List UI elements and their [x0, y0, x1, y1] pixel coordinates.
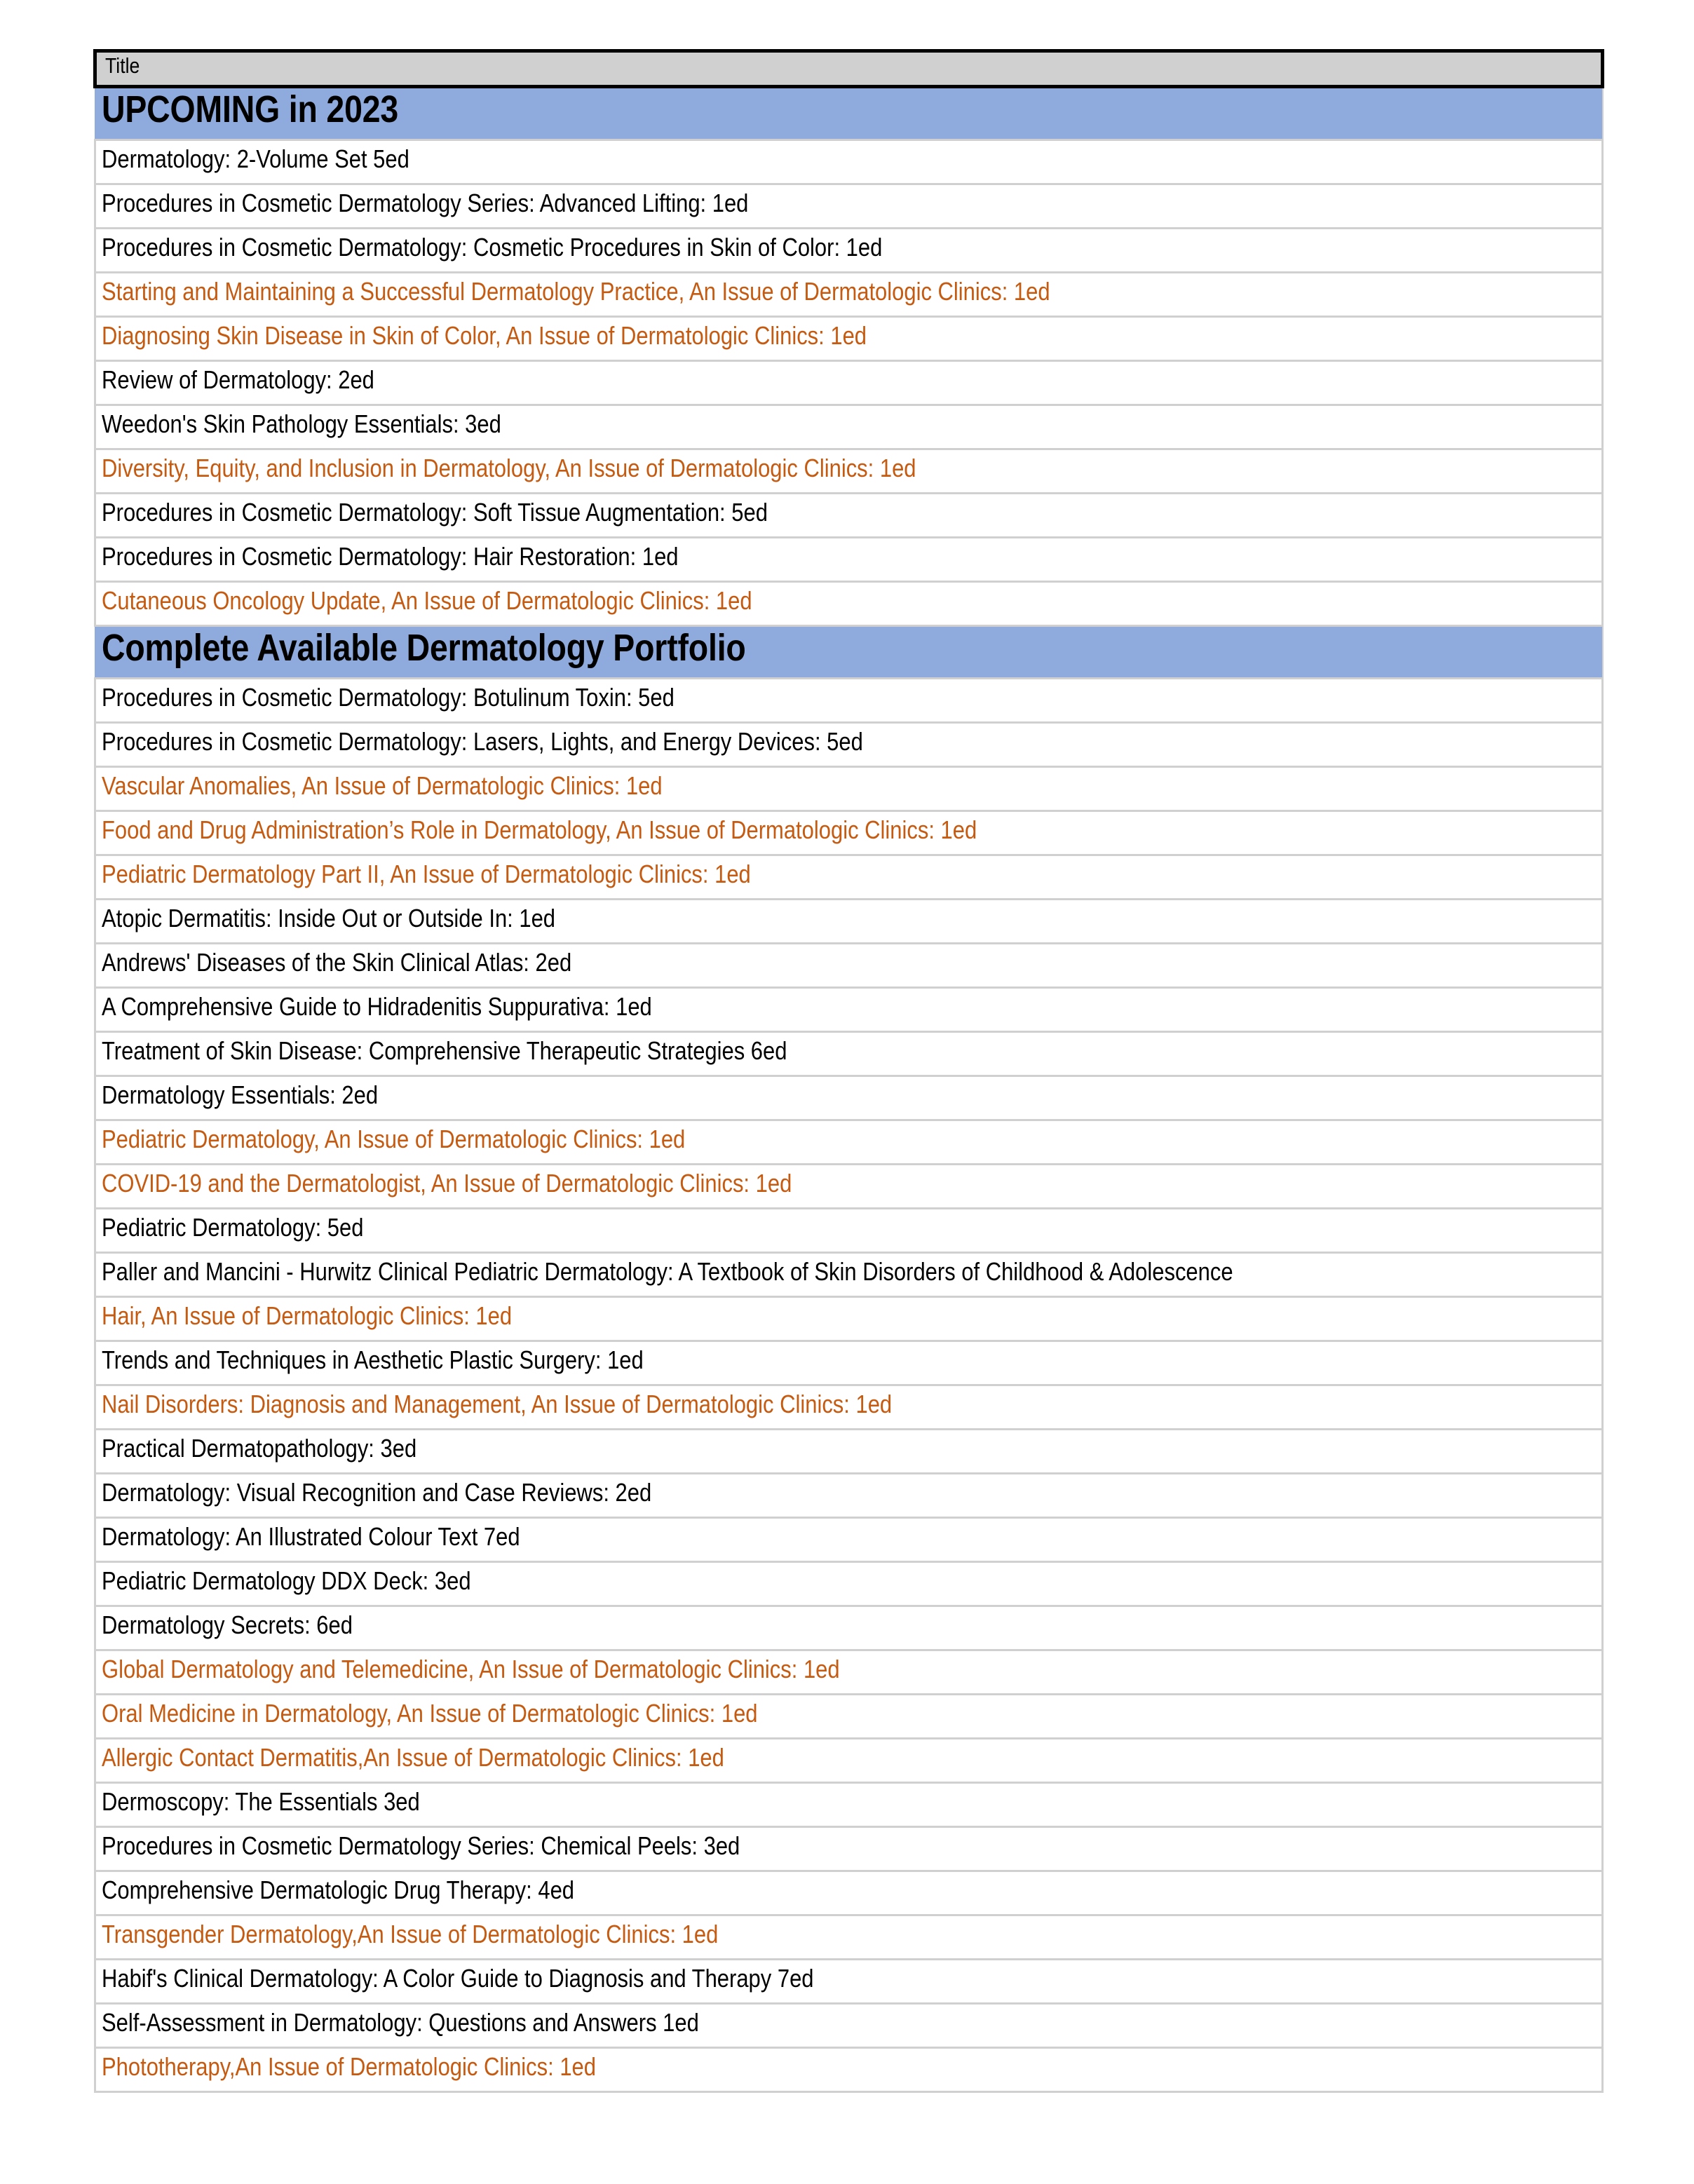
book-title-cell[interactable] — [95, 405, 1603, 449]
book-title-cell[interactable] — [95, 944, 1603, 988]
table-row[interactable] — [95, 1474, 1603, 1518]
table-row[interactable] — [95, 988, 1603, 1032]
book-title-cell[interactable] — [95, 273, 1603, 317]
book-title-cell[interactable] — [95, 140, 1603, 184]
book-title-cell[interactable] — [95, 1474, 1603, 1518]
section-header-label — [95, 87, 1603, 140]
book-title-cell[interactable] — [95, 1253, 1603, 1297]
section-header-row — [95, 626, 1603, 679]
dermatology-portfolio-table — [93, 49, 1604, 2093]
table-row[interactable] — [95, 405, 1603, 449]
book-title-cell[interactable] — [95, 679, 1603, 723]
book-title-cell[interactable] — [95, 1650, 1603, 1695]
book-title-cell[interactable] — [95, 1518, 1603, 1562]
book-title-text: Starting and Maintaining a Successful Dermatology Practice, An Issue of Dermatologic Clinics: 1ed — [102, 276, 1050, 306]
book-title-text: Phototherapy,An Issue of Dermatologic Clinics: 1ed — [102, 2051, 596, 2081]
book-title-text: Dermatology: 2-Volume Set 5ed — [102, 144, 409, 173]
table-row[interactable] — [95, 538, 1603, 582]
book-title-text: Nail Disorders: Diagnosis and Management, An Issue of Dermatologic Clinics: 1ed — [102, 1389, 893, 1418]
book-title-cell[interactable] — [95, 1871, 1603, 1915]
book-title-text: Vascular Anomalies, An Issue of Dermatologic Clinics: 1ed — [102, 771, 663, 800]
book-title-cell[interactable] — [95, 723, 1603, 767]
table-row[interactable] — [95, 1297, 1603, 1341]
table-body — [95, 87, 1603, 2092]
book-title-cell[interactable] — [95, 1783, 1603, 1827]
book-title-text: Procedures in Cosmetic Dermatology: Soft Tissue Augmentation: 5ed — [102, 497, 768, 527]
book-title-cell[interactable] — [95, 184, 1603, 229]
table-row[interactable] — [95, 1739, 1603, 1783]
book-title-cell[interactable] — [95, 900, 1603, 944]
book-title-text: Global Dermatology and Telemedicine, An Issue of Dermatologic Clinics: 1ed — [102, 1654, 840, 1683]
table-row[interactable] — [95, 723, 1603, 767]
book-title-text: A Comprehensive Guide to Hidradenitis Suppurativa: 1ed — [102, 991, 652, 1021]
table-row[interactable] — [95, 229, 1603, 273]
book-title-text: Procedures in Cosmetic Dermatology Series: Advanced Lifting: 1ed — [102, 188, 749, 217]
table-row[interactable] — [95, 1650, 1603, 1695]
table-row[interactable] — [95, 944, 1603, 988]
book-title-cell[interactable] — [95, 1827, 1603, 1871]
book-title-text: Weedon's Skin Pathology Essentials: 3ed — [102, 409, 501, 438]
book-title-cell[interactable] — [95, 1032, 1603, 1076]
book-title-text: Procedures in Cosmetic Dermatology: Botulinum Toxin: 5ed — [102, 682, 675, 712]
book-title-text: COVID-19 and the Dermatologist, An Issue of Dermatologic Clinics: 1ed — [102, 1168, 792, 1198]
table-row[interactable] — [95, 1783, 1603, 1827]
book-title-text: Paller and Mancini - Hurwitz Clinical Pediatric Dermatology: A Textbook of Skin Disorders of Childhood & Adolescence — [102, 1256, 1233, 1286]
table-row[interactable] — [95, 1209, 1603, 1253]
book-title-text: Self-Assessment in Dermatology: Questions and Answers 1ed — [102, 2007, 699, 2037]
book-title-text: Andrews' Diseases of the Skin Clinical Atlas: 2ed — [102, 947, 572, 977]
book-title-text: Diversity, Equity, and Inclusion in Dermatology, An Issue of Dermatologic Clinics: 1ed — [102, 453, 916, 482]
book-title-text: Pediatric Dermatology DDX Deck: 3ed — [102, 1566, 471, 1595]
book-title-cell[interactable] — [95, 1341, 1603, 1385]
table-row[interactable] — [95, 1120, 1603, 1165]
book-title-text: Treatment of Skin Disease: Comprehensive Therapeutic Strategies 6ed — [102, 1036, 787, 1065]
book-title-text: Procedures in Cosmetic Dermatology: Cosmetic Procedures in Skin of Color: 1ed — [102, 232, 883, 262]
table-row[interactable] — [95, 1032, 1603, 1076]
book-title-cell[interactable] — [95, 1562, 1603, 1606]
table-row[interactable] — [95, 582, 1603, 626]
table-row[interactable] — [95, 900, 1603, 944]
book-title-cell[interactable] — [95, 494, 1603, 538]
book-title-cell[interactable] — [95, 1076, 1603, 1120]
book-title-cell[interactable] — [95, 1120, 1603, 1165]
book-title-text: Habif's Clinical Dermatology: A Color Guide to Diagnosis and Therapy 7ed — [102, 1963, 814, 1993]
book-title-text: Review of Dermatology: 2ed — [102, 365, 374, 394]
book-title-cell[interactable] — [95, 317, 1603, 361]
table-row[interactable] — [95, 494, 1603, 538]
table-row[interactable] — [95, 1165, 1603, 1209]
book-title-cell[interactable] — [95, 855, 1603, 900]
section-header-text: UPCOMING in 2023 — [101, 88, 398, 130]
book-title-cell[interactable] — [95, 538, 1603, 582]
table-row[interactable] — [95, 1827, 1603, 1871]
book-title-text: Practical Dermatopathology: 3ed — [102, 1433, 417, 1463]
book-title-cell[interactable] — [95, 2004, 1603, 2048]
book-title-text: Pediatric Dermatology: 5ed — [102, 1212, 364, 1242]
book-title-text: Food and Drug Administration’s Role in Dermatology, An Issue of Dermatologic Clinics: 1ed — [102, 815, 977, 844]
book-title-cell[interactable] — [95, 2048, 1603, 2092]
book-title-text: Dermatology Essentials: 2ed — [102, 1080, 379, 1109]
table-row[interactable] — [95, 449, 1603, 494]
table-row[interactable] — [95, 1960, 1603, 2004]
table-row[interactable] — [95, 1915, 1603, 1960]
table-row[interactable] — [95, 1871, 1603, 1915]
table-row[interactable] — [95, 140, 1603, 184]
book-title-cell[interactable] — [95, 1606, 1603, 1650]
book-title-cell[interactable] — [95, 1739, 1603, 1783]
book-title-text: Dermoscopy: The Essentials 3ed — [102, 1786, 420, 1816]
table-row[interactable] — [95, 679, 1603, 723]
book-title-text: Procedures in Cosmetic Dermatology Series: Chemical Peels: 3ed — [102, 1831, 740, 1860]
column-header-text: Title — [105, 53, 140, 78]
book-title-text: Oral Medicine in Dermatology, An Issue of Dermatologic Clinics: 1ed — [102, 1698, 758, 1728]
book-title-text: Dermatology Secrets: 6ed — [102, 1610, 353, 1639]
section-header-row — [95, 87, 1603, 140]
book-title-text: Cutaneous Oncology Update, An Issue of Dermatologic Clinics: 1ed — [102, 585, 752, 615]
book-title-text: Allergic Contact Dermatitis,An Issue of Dermatologic Clinics: 1ed — [102, 1742, 724, 1772]
table-row[interactable] — [95, 1076, 1603, 1120]
book-title-cell[interactable] — [95, 1430, 1603, 1474]
table-row[interactable] — [95, 1695, 1603, 1739]
book-title-cell[interactable] — [95, 582, 1603, 626]
column-header-title[interactable] — [95, 51, 1603, 87]
book-title-text: Comprehensive Dermatologic Drug Therapy: 4ed — [102, 1875, 575, 1904]
book-title-cell[interactable] — [95, 229, 1603, 273]
table-row[interactable] — [95, 1385, 1603, 1430]
table-row[interactable] — [95, 1253, 1603, 1297]
portfolio-table-wrapper — [93, 49, 1601, 2093]
book-title-text: Dermatology: Visual Recognition and Case Reviews: 2ed — [102, 1477, 652, 1507]
table-head — [95, 51, 1603, 87]
table-row[interactable] — [95, 2048, 1603, 2092]
book-title-text: Transgender Dermatology,An Issue of Dermatologic Clinics: 1ed — [102, 1919, 719, 1948]
table-row[interactable] — [95, 767, 1603, 811]
table-row[interactable] — [95, 1341, 1603, 1385]
section-header-text: Complete Available Dermatology Portfolio — [101, 627, 746, 669]
book-title-text: Procedures in Cosmetic Dermatology: Lasers, Lights, and Energy Devices: 5ed — [102, 726, 863, 756]
book-title-cell[interactable] — [95, 1209, 1603, 1253]
table-row[interactable] — [95, 1606, 1603, 1650]
table-row[interactable] — [95, 184, 1603, 229]
book-title-cell[interactable] — [95, 811, 1603, 855]
section-header-label — [95, 626, 1603, 679]
book-title-text: Trends and Techniques in Aesthetic Plastic Surgery: 1ed — [102, 1345, 644, 1374]
table-row[interactable] — [95, 855, 1603, 900]
table-row[interactable] — [95, 1518, 1603, 1562]
table-row[interactable] — [95, 1562, 1603, 1606]
book-title-cell[interactable] — [95, 767, 1603, 811]
book-title-text: Diagnosing Skin Disease in Skin of Color, An Issue of Dermatologic Clinics: 1ed — [102, 320, 867, 350]
table-row[interactable] — [95, 273, 1603, 317]
book-title-cell[interactable] — [95, 1385, 1603, 1430]
book-title-cell[interactable] — [95, 1960, 1603, 2004]
book-title-cell[interactable] — [95, 449, 1603, 494]
table-row[interactable] — [95, 317, 1603, 361]
table-row[interactable] — [95, 361, 1603, 405]
table-row[interactable] — [95, 2004, 1603, 2048]
book-title-cell[interactable] — [95, 1695, 1603, 1739]
book-title-cell[interactable] — [95, 1915, 1603, 1960]
book-title-text: Dermatology: An Illustrated Colour Text 7ed — [102, 1521, 520, 1551]
book-title-cell[interactable] — [95, 988, 1603, 1032]
book-title-text: Pediatric Dermatology, An Issue of Dermatologic Clinics: 1ed — [102, 1124, 686, 1153]
table-row[interactable] — [95, 811, 1603, 855]
book-title-text: Pediatric Dermatology Part II, An Issue of Dermatologic Clinics: 1ed — [102, 859, 751, 888]
book-title-text: Procedures in Cosmetic Dermatology: Hair Restoration: 1ed — [102, 541, 679, 571]
book-title-cell[interactable] — [95, 1165, 1603, 1209]
book-title-cell[interactable] — [95, 361, 1603, 405]
book-title-text: Hair, An Issue of Dermatologic Clinics: 1ed — [102, 1301, 513, 1330]
column-header-row — [95, 51, 1603, 87]
table-row[interactable] — [95, 1430, 1603, 1474]
book-title-cell[interactable] — [95, 1297, 1603, 1341]
book-title-text: Atopic Dermatitis: Inside Out or Outside In: 1ed — [102, 903, 556, 932]
